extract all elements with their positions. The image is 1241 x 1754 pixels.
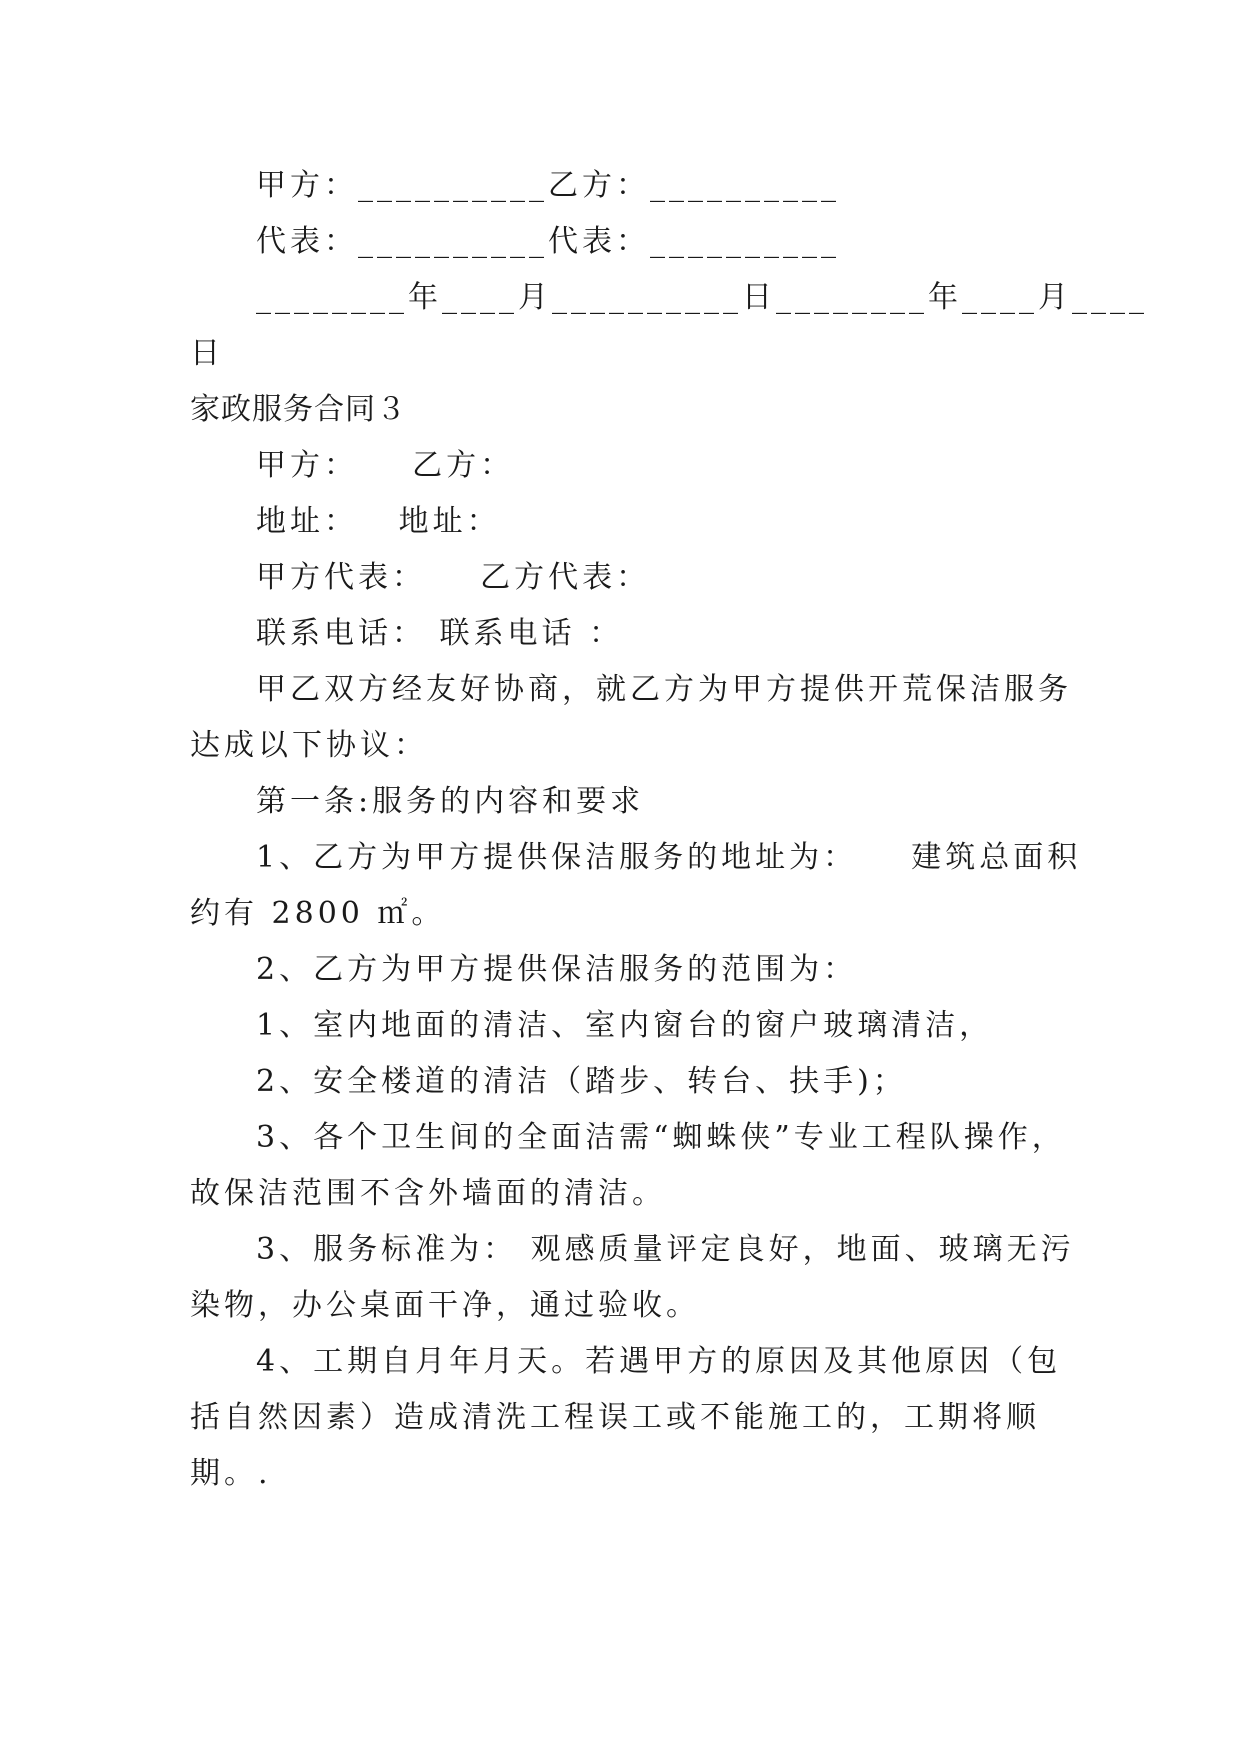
clause-2-item-2: 2、安全楼道的清洁（踏步、转台、扶手)； (256, 1064, 907, 1099)
clause-4: 4、工期自月年月天。若遇甲方的原因及其他原因（包 (256, 1344, 1062, 1379)
clause-2-item-3: 3、各个卫生间的全面洁需“蜘蛛侠”专业工程队操作， (256, 1120, 1066, 1155)
paragraph-preamble-cont: 达成以下协议： (190, 728, 428, 763)
clause-3-cont: 染物，办公桌面干净，通过验收。 (190, 1288, 700, 1323)
paragraph-preamble: 甲乙双方经友好协商，就乙方为甲方提供开荒保洁服务 (256, 672, 1072, 707)
clause-2: 2、乙方为甲方提供保洁服务的范围为： (256, 952, 858, 987)
clause-3: 3、服务标准为： 观感质量评定良好，地面、玻璃无污 (256, 1232, 1075, 1267)
clause-2-item-3-cont: 故保洁范围不含外墙面的清洁。 (190, 1176, 666, 1211)
signature-date-tail: 日 (190, 336, 224, 371)
clause-1-cont: 约有 2800 ㎡。 (190, 896, 446, 931)
paragraph-phone: 联系电话： 联系电话 ： (256, 616, 624, 651)
contract-title: 家政服务合同３ (190, 392, 407, 427)
paragraph-representatives: 甲方代表： 乙方代表： (256, 560, 651, 595)
signature-date-line: ________年____月__________日________年____月____ (256, 280, 1148, 315)
document-body (190, 158, 1148, 1502)
paragraph-address: 地址： 地址： (256, 504, 501, 539)
signature-representative-line: 代表：__________代表：__________ (256, 224, 840, 259)
clause-1: 1、乙方为甲方提供保洁服务的地址为： 建筑总面积 (256, 840, 1082, 875)
contract-paragraphs (190, 438, 1082, 1502)
paragraph-party-a-b: 甲方： 乙方： (256, 448, 515, 483)
signature-party-line: 甲方：__________乙方：__________ (256, 168, 840, 203)
article-one-heading: 第一条:服务的内容和要求 (256, 784, 645, 819)
clause-4-cont-1: 括自然因素）造成清洗工程误工或不能施工的，工期将顺 (190, 1400, 1040, 1435)
clause-4-cont-2: 期。. (190, 1456, 272, 1491)
clause-2-item-1: 1、室内地面的清洁、室内窗台的窗户玻璃清洁， (256, 1008, 994, 1043)
